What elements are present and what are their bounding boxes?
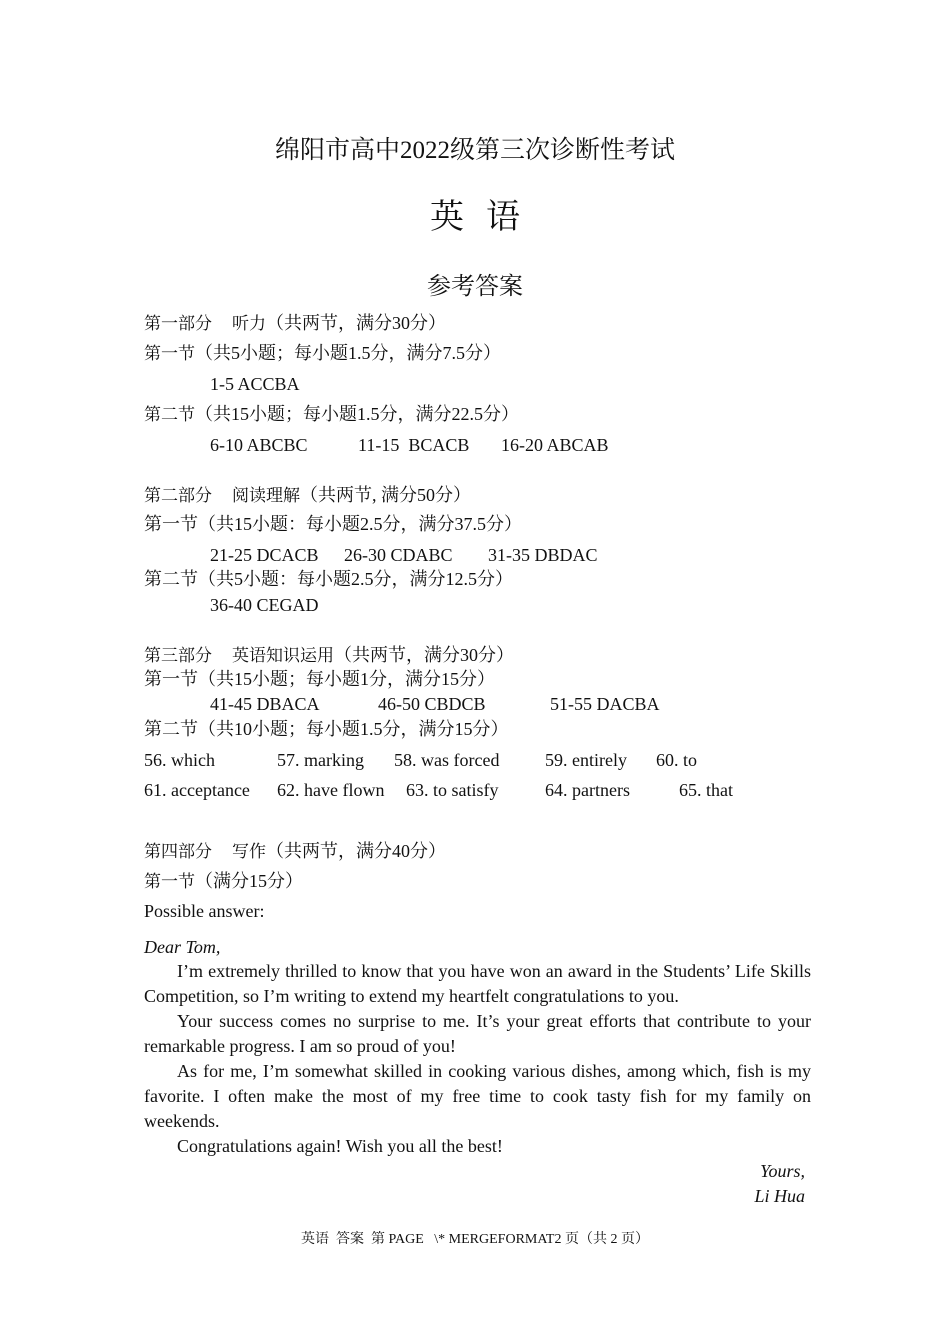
answer-62: 62. have flown xyxy=(277,780,385,800)
part3-section1-heading: 第一节（共15小题；每小题1分，满分15分） xyxy=(144,669,495,689)
part4-heading xyxy=(144,840,446,863)
part1-label: 第一部分 xyxy=(144,314,212,334)
subject-title: 英语 xyxy=(430,197,542,237)
part3-label: 第三部分 xyxy=(144,646,212,666)
answer-56: 56. which xyxy=(144,750,215,770)
answer-31-35: 31-35 DBDAC xyxy=(488,545,598,565)
part4-name: 写作 xyxy=(232,842,266,862)
letter-signature: Li Hua xyxy=(754,1186,805,1206)
part3-info: （共两节，满分30分） xyxy=(334,645,514,665)
part1-info: （共两节，满分30分） xyxy=(266,313,446,333)
part1-section1-heading xyxy=(144,342,501,365)
answer-41-45: 41-45 DBACA xyxy=(210,694,320,714)
part2-label: 第二部分 xyxy=(144,486,212,506)
part3-name: 英语知识运用 xyxy=(232,646,334,666)
possible-answer-label: Possible answer: xyxy=(144,901,265,921)
answer-63: 63. to satisfy xyxy=(406,780,499,800)
letter-paragraph: Your success comes no surprise to me. It’s your great efforts that contribute to your remarkable progress. I am so proud of you! xyxy=(144,1011,811,1056)
part4-section1-heading xyxy=(144,870,303,893)
part1-name: 听力 xyxy=(232,314,266,334)
part1-section2-label: 第二节 xyxy=(144,405,195,425)
answer-57: 57. marking xyxy=(277,750,364,770)
answer-58: 58. was forced xyxy=(394,750,500,770)
part4-label: 第四部分 xyxy=(144,842,212,862)
letter-greeting: Dear Tom, xyxy=(144,937,221,957)
part3-section2-heading: 第二节（共10小题；每小题1.5分，满分15分） xyxy=(144,719,509,739)
part2-section2-heading: 第二节（共5小题：每小题2.5分，满分12.5分） xyxy=(144,569,513,589)
answer-6-10: 6-10 ABCBC xyxy=(210,435,308,455)
part2-info: （共两节, 满分50分） xyxy=(300,485,471,505)
letter-closing: Yours, xyxy=(760,1161,805,1181)
part4-section1-label: 第一节 xyxy=(144,872,195,892)
answer-16-20: 16-20 ABCAB xyxy=(501,435,609,455)
answer-51-55: 51-55 DACBA xyxy=(550,694,660,714)
part3-heading xyxy=(144,644,514,667)
letter-paragraph: Congratulations again! Wish you all the best! xyxy=(177,1136,503,1156)
part1-section2-heading xyxy=(144,403,519,426)
part1-section1-label: 第一节 xyxy=(144,344,195,364)
answer-64: 64. partners xyxy=(545,780,630,800)
part2-heading xyxy=(144,484,471,507)
part4-section1-info: （满分15分） xyxy=(195,871,303,891)
part1-section2-info: （共15小题；每小题1.5分，满分22.5分） xyxy=(195,404,519,424)
reference-answer-heading: 参考答案 xyxy=(427,272,523,300)
part2-name: 阅读理解 xyxy=(232,486,300,506)
answer-1-5: 1-5 ACCBA xyxy=(210,374,300,394)
page-footer: 英语 答案 第 PAGE \* MERGEFORMAT2 页（共 2 页） xyxy=(301,1232,649,1247)
answer-21-25: 21-25 DCACB xyxy=(210,545,319,565)
part1-heading xyxy=(144,312,446,335)
answer-59: 59. entirely xyxy=(545,750,627,770)
part1-section1-info: （共5小题；每小题1.5分，满分7.5分） xyxy=(195,343,501,363)
answer-26-30: 26-30 CDABC xyxy=(344,545,453,565)
answer-11-15: 11-15 BCACB xyxy=(358,435,470,455)
letter-paragraph: As for me, I’m somewhat skilled in cooking various dishes, among which, fish is my favorite. I often make the most of my free time to cook tasty fish for my family on weekends. xyxy=(144,1061,811,1131)
answer-61: 61. acceptance xyxy=(144,780,250,800)
exam-title: 绵阳市高中2022级第三次诊断性考试 xyxy=(274,137,675,164)
part4-info: （共两节，满分40分） xyxy=(266,841,446,861)
answer-46-50: 46-50 CBDCB xyxy=(378,694,486,714)
part2-section1-heading: 第一节（共15小题：每小题2.5分，满分37.5分） xyxy=(144,514,522,534)
letter-body xyxy=(144,959,811,1159)
answer-60: 60. to xyxy=(656,750,698,770)
answer-65: 65. that xyxy=(679,780,733,800)
answer-36-40: 36-40 CEGAD xyxy=(210,595,319,615)
letter-paragraph: I’m extremely thrilled to know that you have won an award in the Students’ Life Skills Competition, so I’m writing to extend my heartfelt congratulations to you. xyxy=(144,961,811,1006)
